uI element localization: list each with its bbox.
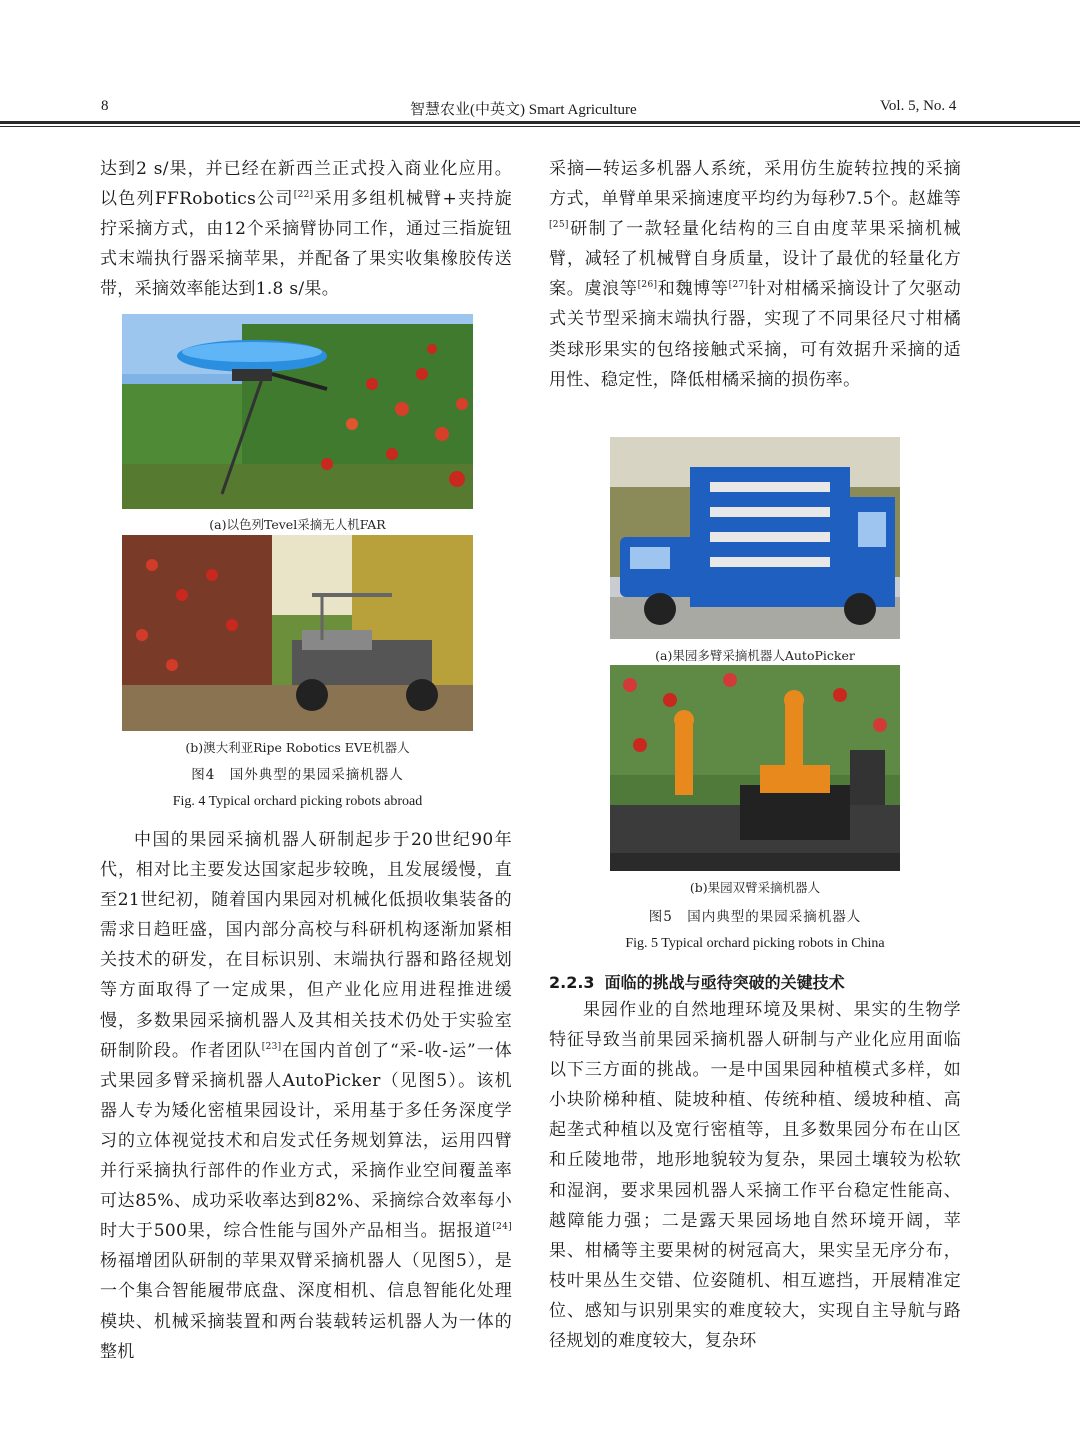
header-rule-thin: [0, 126, 1080, 127]
body-text: 果园作业的自然地理环境及果树、果实的生物学特征导致当前果园采摘机器人研制与产业化应用面临以下三方面的挑战。一是中国果园种植模式多样，如小块阶梯种植、陡坡种植、传统种植、缓坡种植、高起垄式种植以及宽行密植等，且多数果园分布在山区和丘陵地带，地形地貌较为复杂，果园土壤较为松软和湿润，要求果园机器人采摘工作平台稳定性能高、越障能力强；二是露天果园场地自然环境开阔，苹果、柑橘等主要果树的树冠高大，果实呈无序分布，枝叶果丛生交错、位姿随机、相互遮挡，开展精准定位、感知与识别果实的难度较大，实现自主导航与路径规划的难度较大，复杂环: [549, 1000, 961, 1352]
section-title: 面临的挑战与亟待突破的关键技术: [604, 973, 845, 992]
text-run: 和魏博等: [657, 279, 729, 300]
text-line: 达到2 s/果，并已经在新西兰正式投入商业化应用。: [100, 159, 512, 179]
figure-5a-caption: (a)果园多臂采摘机器人AutoPicker: [655, 648, 855, 663]
figure-4-title-en: Fig. 4 Typical orchard picking robots abroad: [172, 794, 423, 809]
citation: [22]: [293, 190, 314, 201]
citation: [25]: [549, 220, 569, 231]
journal-title: 智慧农业(中英文) Smart Agriculture: [410, 102, 637, 118]
figure-5-title-zh: 图5 国内典型的果园采摘机器人: [648, 909, 862, 925]
text-run: 在国内首创了“采-收-运”一体式果园多臂采摘机器人AutoPicker（见图5）。该机器人专为矮化密植果园设计，采用基于多任务深度学习的立体视觉技术和启发式任务规划算法，运用四臂并行采摘执行部件的作业方式，采摘作业空间覆盖率可达85%、成功采收率达到82%、采摘综合效率每小时大于500果，综合性能与国外产品相当。据报道: [100, 1040, 513, 1242]
running-header: [0, 96, 1080, 120]
page-number: 8: [101, 98, 109, 114]
figure-4b-caption: (b)澳大利亚Ripe Robotics EVE机器人: [185, 740, 410, 755]
figure-5b-caption: (b)果园双臂采摘机器人: [689, 880, 821, 895]
figure-4a-photo: [122, 314, 473, 509]
text-run: 采摘—转运多机器人系统，采用仿生旋转拉拽的采摘方式，单臂单果采摘速度平均约为每秒7.5个。赵雄等: [549, 159, 961, 210]
figure-4b-photo: [122, 535, 473, 731]
right-intro-paragraph: [549, 154, 961, 395]
figure-5-title-en: Fig. 5 Typical orchard picking robots in China: [625, 936, 885, 951]
figure-4-title-zh: 图4 国外典型的果园采摘机器人: [191, 767, 404, 783]
text-run: 以色列FFRobotics公司: [100, 189, 294, 210]
citation: [27]: [728, 280, 749, 291]
left-body-paragraph: [100, 825, 512, 1367]
figure-5b-photo: [610, 665, 900, 871]
section-number: 2.2.3: [549, 973, 595, 992]
figure-4a-caption: (a)以色列Tevel采摘无人机FAR: [209, 517, 386, 532]
text-run: 研制了一款轻量化结构的三自由度苹果采摘机械臂，减轻了机械臂自身质量，设计了最优的轻量化方案。虞浪等: [549, 219, 961, 300]
volume-info: Vol. 5, No. 4: [880, 98, 957, 114]
citation: [26]: [637, 280, 658, 291]
figure-5a-photo: [610, 437, 900, 639]
text-run: 中国的果园采摘机器人研制起步于20世纪90年代，相对比主要发达国家起步较晚，且发展缓慢，直至21世纪初，随着国内果园对机械化低损收集装备的需求日趋旺盛，国内部分高校与科研机构逐渐加紧相关技术的研发，在目标识别、末端执行器和路径规划等方面取得了一定成果，但产业化应用进程推进缓慢，多数果园采摘机器人及其相关技术仍处于实验室研制阶段。作者团队: [100, 830, 512, 1061]
text-run: 针对柑橘采摘设计了欠驱动式关节型采摘末端执行器，实现了不同果径尺寸柑橘类球形果实的包络接触式采摘，可有效据升采摘的适用性、稳定性，降低柑橘采摘的损伤率。: [549, 279, 962, 390]
citation: [24]: [492, 1222, 512, 1233]
text-run: 杨福增团队研制的苹果双臂采摘机器人（见图5），是一个集合智能履带底盘、深度相机、信息智能化处理模块、机械采摘装置和两台装载转运机器人为一体的整机: [100, 1251, 512, 1362]
citation: [23]: [261, 1041, 282, 1052]
right-body-paragraph: [549, 995, 961, 1356]
section-heading: [549, 970, 845, 993]
left-intro-paragraph: [100, 154, 512, 304]
text-run: 采用多组机械臂+夹持旋拧采摘方式，由12个采摘臂协同工作，通过三指旋钮式末端执行器采摘苹果，并配备了果实收集橡胶传送带，采摘效率能达到1.8 s/果。: [100, 189, 512, 300]
header-rule-thick: [0, 121, 1080, 124]
